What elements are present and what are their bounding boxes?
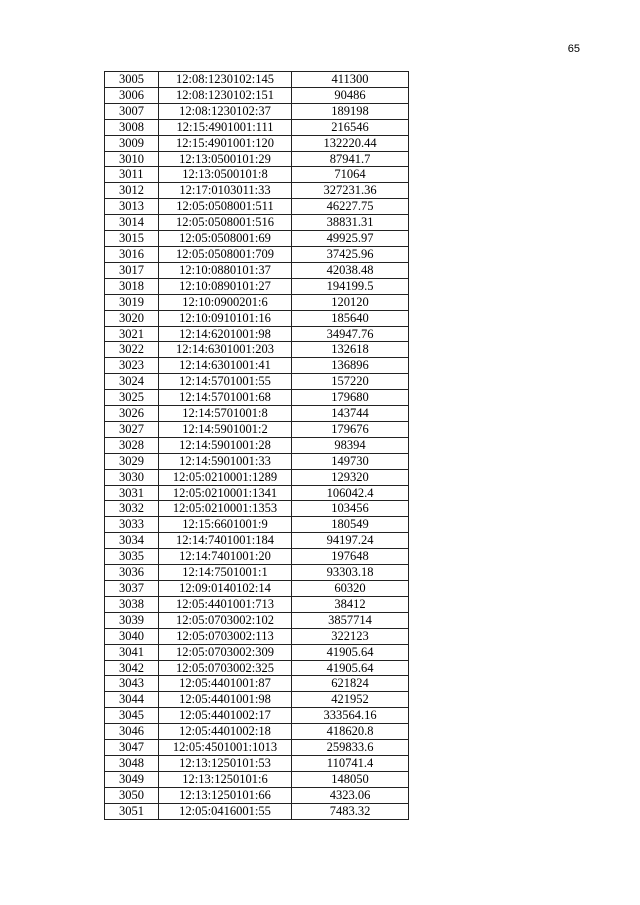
table-row bbox=[105, 294, 409, 310]
table-row bbox=[105, 103, 409, 119]
table-row bbox=[105, 87, 409, 103]
table-row bbox=[105, 692, 409, 708]
value-cell: 327231.36 bbox=[292, 183, 409, 199]
row-number-cell: 3012 bbox=[105, 183, 159, 199]
row-number-cell: 3030 bbox=[105, 469, 159, 485]
row-number-cell: 3034 bbox=[105, 533, 159, 549]
cadastral-number-cell: 12:14:7401001:184 bbox=[159, 533, 292, 549]
data-table bbox=[104, 71, 409, 820]
cadastral-number-cell: 12:05:0416001:55 bbox=[159, 803, 292, 819]
value-cell: 149730 bbox=[292, 453, 409, 469]
value-cell: 4323.06 bbox=[292, 787, 409, 803]
row-number-cell: 3017 bbox=[105, 262, 159, 278]
table-row bbox=[105, 724, 409, 740]
value-cell: 93303.18 bbox=[292, 565, 409, 581]
row-number-cell: 3023 bbox=[105, 358, 159, 374]
cadastral-number-cell: 12:05:0210001:1289 bbox=[159, 469, 292, 485]
row-number-cell: 3037 bbox=[105, 581, 159, 597]
value-cell: 38412 bbox=[292, 596, 409, 612]
cadastral-number-cell: 12:13:0500101:8 bbox=[159, 167, 292, 183]
table-row bbox=[105, 151, 409, 167]
value-cell: 179680 bbox=[292, 390, 409, 406]
cadastral-number-cell: 12:14:7501001:1 bbox=[159, 565, 292, 581]
value-cell: 87941.7 bbox=[292, 151, 409, 167]
table-row bbox=[105, 183, 409, 199]
value-cell: 180549 bbox=[292, 517, 409, 533]
table-row bbox=[105, 517, 409, 533]
cadastral-number-cell: 12:14:5701001:68 bbox=[159, 390, 292, 406]
cadastral-number-cell: 12:05:0508001:69 bbox=[159, 231, 292, 247]
table-row bbox=[105, 644, 409, 660]
row-number-cell: 3045 bbox=[105, 708, 159, 724]
row-number-cell: 3028 bbox=[105, 437, 159, 453]
cadastral-number-cell: 12:13:0500101:29 bbox=[159, 151, 292, 167]
value-cell: 60320 bbox=[292, 581, 409, 597]
value-cell: 136896 bbox=[292, 358, 409, 374]
table-row bbox=[105, 406, 409, 422]
cadastral-number-cell: 12:05:4401002:17 bbox=[159, 708, 292, 724]
cadastral-number-cell: 12:14:5901001:28 bbox=[159, 437, 292, 453]
table-row bbox=[105, 581, 409, 597]
page-number: 65 bbox=[567, 43, 580, 55]
table-row bbox=[105, 708, 409, 724]
value-cell: 42038.48 bbox=[292, 262, 409, 278]
table-row bbox=[105, 485, 409, 501]
row-number-cell: 3048 bbox=[105, 755, 159, 771]
row-number-cell: 3024 bbox=[105, 374, 159, 390]
table-row bbox=[105, 135, 409, 151]
value-cell: 333564.16 bbox=[292, 708, 409, 724]
cadastral-number-cell: 12:10:0880101:37 bbox=[159, 262, 292, 278]
cadastral-number-cell: 12:14:5701001:55 bbox=[159, 374, 292, 390]
table-row bbox=[105, 374, 409, 390]
value-cell: 110741.4 bbox=[292, 755, 409, 771]
value-cell: 98394 bbox=[292, 437, 409, 453]
table-row bbox=[105, 358, 409, 374]
value-cell: 132220.44 bbox=[292, 135, 409, 151]
table-row bbox=[105, 787, 409, 803]
row-number-cell: 3050 bbox=[105, 787, 159, 803]
table-row bbox=[105, 231, 409, 247]
row-number-cell: 3047 bbox=[105, 740, 159, 756]
cadastral-number-cell: 12:05:0210001:1353 bbox=[159, 501, 292, 517]
table-row bbox=[105, 421, 409, 437]
row-number-cell: 3022 bbox=[105, 342, 159, 358]
cadastral-number-cell: 12:05:4401001:713 bbox=[159, 596, 292, 612]
row-number-cell: 3040 bbox=[105, 628, 159, 644]
cadastral-number-cell: 12:05:0703002:325 bbox=[159, 660, 292, 676]
value-cell: 189198 bbox=[292, 103, 409, 119]
table-row bbox=[105, 326, 409, 342]
value-cell: 3857714 bbox=[292, 612, 409, 628]
value-cell: 120120 bbox=[292, 294, 409, 310]
table-row bbox=[105, 278, 409, 294]
row-number-cell: 3039 bbox=[105, 612, 159, 628]
value-cell: 71064 bbox=[292, 167, 409, 183]
table-row bbox=[105, 199, 409, 215]
row-number-cell: 3025 bbox=[105, 390, 159, 406]
table-row bbox=[105, 803, 409, 819]
cadastral-number-cell: 12:05:4401001:87 bbox=[159, 676, 292, 692]
cadastral-number-cell: 12:14:6301001:41 bbox=[159, 358, 292, 374]
value-cell: 322123 bbox=[292, 628, 409, 644]
cadastral-number-cell: 12:13:1250101:66 bbox=[159, 787, 292, 803]
table-row bbox=[105, 533, 409, 549]
value-cell: 197648 bbox=[292, 549, 409, 565]
cadastral-number-cell: 12:05:0508001:516 bbox=[159, 215, 292, 231]
value-cell: 194199.5 bbox=[292, 278, 409, 294]
table-row bbox=[105, 628, 409, 644]
cadastral-number-cell: 12:05:4501001:1013 bbox=[159, 740, 292, 756]
table-row bbox=[105, 771, 409, 787]
value-cell: 46227.75 bbox=[292, 199, 409, 215]
row-number-cell: 3042 bbox=[105, 660, 159, 676]
table-row bbox=[105, 246, 409, 262]
value-cell: 34947.76 bbox=[292, 326, 409, 342]
row-number-cell: 3021 bbox=[105, 326, 159, 342]
table-row bbox=[105, 565, 409, 581]
table-row bbox=[105, 755, 409, 771]
value-cell: 132618 bbox=[292, 342, 409, 358]
row-number-cell: 3008 bbox=[105, 119, 159, 135]
table-row bbox=[105, 437, 409, 453]
cadastral-number-cell: 12:14:6301001:203 bbox=[159, 342, 292, 358]
cadastral-number-cell: 12:10:0910101:16 bbox=[159, 310, 292, 326]
value-cell: 216546 bbox=[292, 119, 409, 135]
row-number-cell: 3046 bbox=[105, 724, 159, 740]
row-number-cell: 3035 bbox=[105, 549, 159, 565]
cadastral-number-cell: 12:05:0210001:1341 bbox=[159, 485, 292, 501]
row-number-cell: 3041 bbox=[105, 644, 159, 660]
cadastral-number-cell: 12:05:0508001:511 bbox=[159, 199, 292, 215]
value-cell: 421952 bbox=[292, 692, 409, 708]
row-number-cell: 3044 bbox=[105, 692, 159, 708]
cadastral-number-cell: 12:15:6601001:9 bbox=[159, 517, 292, 533]
value-cell: 103456 bbox=[292, 501, 409, 517]
cadastral-number-cell: 12:13:1250101:53 bbox=[159, 755, 292, 771]
value-cell: 90486 bbox=[292, 87, 409, 103]
cadastral-number-cell: 12:09:0140102:14 bbox=[159, 581, 292, 597]
table-row bbox=[105, 119, 409, 135]
row-number-cell: 3006 bbox=[105, 87, 159, 103]
table-body bbox=[105, 72, 409, 820]
row-number-cell: 3033 bbox=[105, 517, 159, 533]
cadastral-number-cell: 12:14:6201001:98 bbox=[159, 326, 292, 342]
value-cell: 106042.4 bbox=[292, 485, 409, 501]
table-row bbox=[105, 596, 409, 612]
value-cell: 129320 bbox=[292, 469, 409, 485]
row-number-cell: 3016 bbox=[105, 246, 159, 262]
row-number-cell: 3051 bbox=[105, 803, 159, 819]
row-number-cell: 3043 bbox=[105, 676, 159, 692]
value-cell: 38831.31 bbox=[292, 215, 409, 231]
cadastral-number-cell: 12:05:0703002:309 bbox=[159, 644, 292, 660]
value-cell: 418620.8 bbox=[292, 724, 409, 740]
row-number-cell: 3038 bbox=[105, 596, 159, 612]
table-row bbox=[105, 310, 409, 326]
table-row bbox=[105, 469, 409, 485]
value-cell: 148050 bbox=[292, 771, 409, 787]
row-number-cell: 3013 bbox=[105, 199, 159, 215]
cadastral-number-cell: 12:05:0703002:102 bbox=[159, 612, 292, 628]
table-row bbox=[105, 453, 409, 469]
table-row bbox=[105, 390, 409, 406]
table-row bbox=[105, 740, 409, 756]
cadastral-number-cell: 12:08:1230102:151 bbox=[159, 87, 292, 103]
row-number-cell: 3009 bbox=[105, 135, 159, 151]
table-row bbox=[105, 612, 409, 628]
value-cell: 94197.24 bbox=[292, 533, 409, 549]
table-row bbox=[105, 262, 409, 278]
cadastral-number-cell: 12:05:4401002:18 bbox=[159, 724, 292, 740]
cadastral-number-cell: 12:13:1250101:6 bbox=[159, 771, 292, 787]
value-cell: 37425.96 bbox=[292, 246, 409, 262]
cadastral-number-cell: 12:10:0890101:27 bbox=[159, 278, 292, 294]
cadastral-number-cell: 12:15:4901001:111 bbox=[159, 119, 292, 135]
cadastral-number-cell: 12:17:0103011:33 bbox=[159, 183, 292, 199]
cadastral-number-cell: 12:08:1230102:145 bbox=[159, 72, 292, 88]
value-cell: 185640 bbox=[292, 310, 409, 326]
value-cell: 157220 bbox=[292, 374, 409, 390]
row-number-cell: 3049 bbox=[105, 771, 159, 787]
row-number-cell: 3005 bbox=[105, 72, 159, 88]
cadastral-number-cell: 12:15:4901001:120 bbox=[159, 135, 292, 151]
cadastral-number-cell: 12:14:5701001:8 bbox=[159, 406, 292, 422]
value-cell: 49925.97 bbox=[292, 231, 409, 247]
cadastral-number-cell: 12:14:5901001:2 bbox=[159, 421, 292, 437]
table-row bbox=[105, 167, 409, 183]
value-cell: 411300 bbox=[292, 72, 409, 88]
row-number-cell: 3027 bbox=[105, 421, 159, 437]
table-row bbox=[105, 549, 409, 565]
row-number-cell: 3007 bbox=[105, 103, 159, 119]
row-number-cell: 3010 bbox=[105, 151, 159, 167]
row-number-cell: 3032 bbox=[105, 501, 159, 517]
value-cell: 621824 bbox=[292, 676, 409, 692]
cadastral-number-cell: 12:05:0703002:113 bbox=[159, 628, 292, 644]
value-cell: 143744 bbox=[292, 406, 409, 422]
cadastral-number-cell: 12:10:0900201:6 bbox=[159, 294, 292, 310]
table-row bbox=[105, 215, 409, 231]
value-cell: 41905.64 bbox=[292, 644, 409, 660]
value-cell: 41905.64 bbox=[292, 660, 409, 676]
row-number-cell: 3014 bbox=[105, 215, 159, 231]
row-number-cell: 3036 bbox=[105, 565, 159, 581]
cadastral-number-cell: 12:05:4401001:98 bbox=[159, 692, 292, 708]
row-number-cell: 3031 bbox=[105, 485, 159, 501]
table-row bbox=[105, 501, 409, 517]
cadastral-number-cell: 12:14:5901001:33 bbox=[159, 453, 292, 469]
value-cell: 259833.6 bbox=[292, 740, 409, 756]
row-number-cell: 3011 bbox=[105, 167, 159, 183]
table-row bbox=[105, 72, 409, 88]
cadastral-number-cell: 12:14:7401001:20 bbox=[159, 549, 292, 565]
row-number-cell: 3029 bbox=[105, 453, 159, 469]
row-number-cell: 3015 bbox=[105, 231, 159, 247]
row-number-cell: 3019 bbox=[105, 294, 159, 310]
table-row bbox=[105, 660, 409, 676]
row-number-cell: 3018 bbox=[105, 278, 159, 294]
row-number-cell: 3020 bbox=[105, 310, 159, 326]
value-cell: 179676 bbox=[292, 421, 409, 437]
cadastral-number-cell: 12:05:0508001:709 bbox=[159, 246, 292, 262]
table-row bbox=[105, 342, 409, 358]
value-cell: 7483.32 bbox=[292, 803, 409, 819]
row-number-cell: 3026 bbox=[105, 406, 159, 422]
table-row bbox=[105, 676, 409, 692]
cadastral-number-cell: 12:08:1230102:37 bbox=[159, 103, 292, 119]
